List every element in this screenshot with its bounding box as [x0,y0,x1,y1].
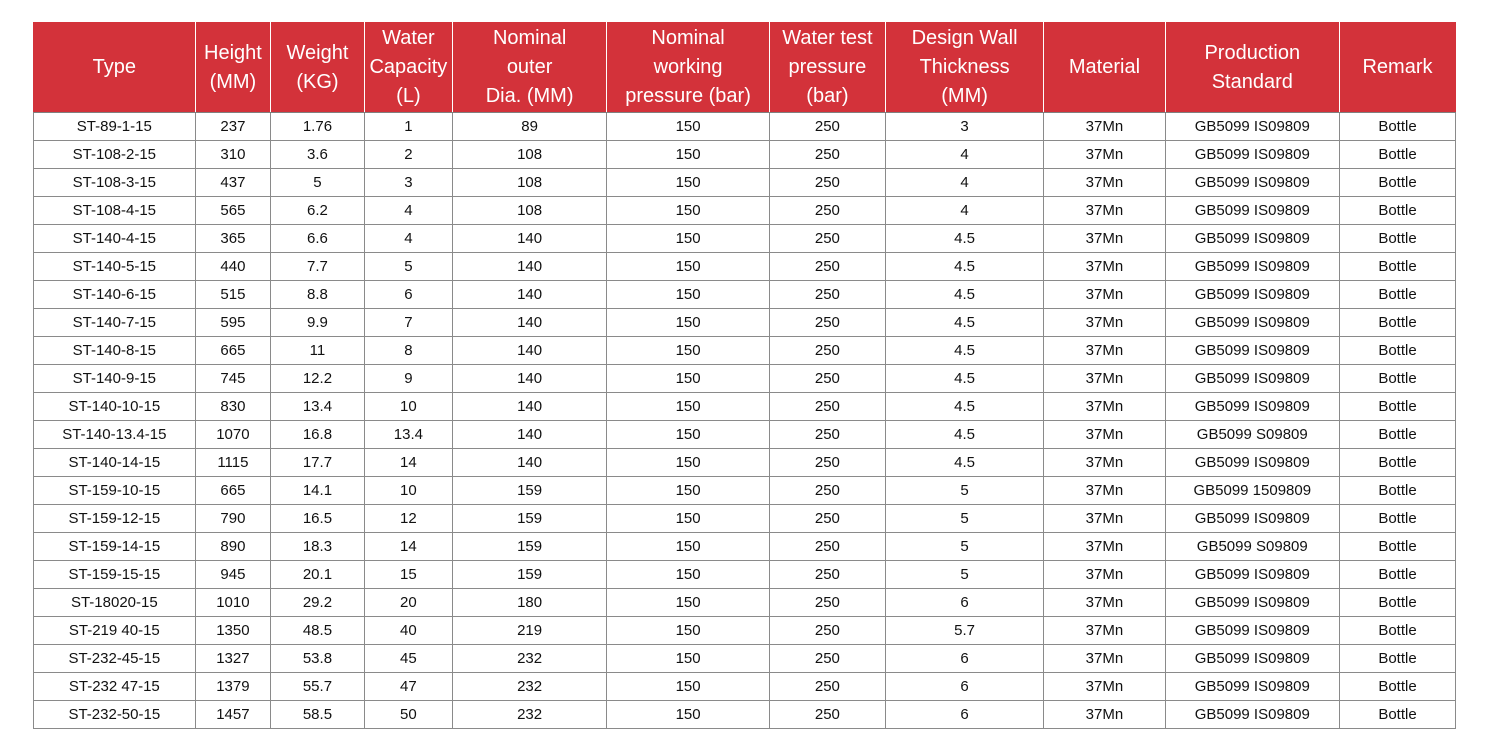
cell-remark: Bottle [1339,113,1455,141]
cell-production-standard: GB5099 IS09809 [1165,253,1339,281]
cell-weight: 29.2 [271,589,365,617]
cell-working-pressure: 150 [607,561,770,589]
cell-outer-diameter: 180 [453,589,607,617]
cell-material: 37Mn [1044,225,1165,253]
cell-height: 790 [195,505,271,533]
table-body [34,113,1456,729]
cell-water-capacity: 1 [364,113,452,141]
cell-water-capacity: 9 [364,365,452,393]
cell-remark: Bottle [1339,365,1455,393]
cell-material: 37Mn [1044,337,1165,365]
cell-type: ST-18020-15 [34,589,196,617]
cell-height: 440 [195,253,271,281]
cell-production-standard: GB5099 IS09809 [1165,673,1339,701]
cell-wall-thickness: 4.5 [885,281,1043,309]
cell-water-capacity: 4 [364,197,452,225]
cell-test-pressure: 250 [769,113,885,141]
cell-water-capacity: 2 [364,141,452,169]
cell-outer-diameter: 232 [453,673,607,701]
cell-test-pressure: 250 [769,197,885,225]
cell-material: 37Mn [1044,169,1165,197]
table-row [34,281,1456,309]
cell-working-pressure: 150 [607,617,770,645]
cell-height: 1010 [195,589,271,617]
table-row [34,197,1456,225]
cell-remark: Bottle [1339,561,1455,589]
cell-weight: 16.5 [271,505,365,533]
table-row [34,253,1456,281]
table-row [34,141,1456,169]
cell-wall-thickness: 4.5 [885,309,1043,337]
cell-remark: Bottle [1339,169,1455,197]
cell-water-capacity: 12 [364,505,452,533]
header-test-pressure: Water test pressure (bar) [769,23,885,113]
table-row [34,533,1456,561]
cell-working-pressure: 150 [607,393,770,421]
cell-production-standard: GB5099 IS09809 [1165,561,1339,589]
table-row [34,589,1456,617]
cell-height: 830 [195,393,271,421]
cell-remark: Bottle [1339,141,1455,169]
cell-wall-thickness: 3 [885,113,1043,141]
cell-type: ST-140-9-15 [34,365,196,393]
cell-height: 595 [195,309,271,337]
cell-material: 37Mn [1044,533,1165,561]
cell-wall-thickness: 4.5 [885,225,1043,253]
cell-wall-thickness: 5.7 [885,617,1043,645]
cell-water-capacity: 40 [364,617,452,645]
cell-production-standard: GB5099 IS09809 [1165,505,1339,533]
cell-material: 37Mn [1044,113,1165,141]
cell-production-standard: GB5099 IS09809 [1165,113,1339,141]
cell-remark: Bottle [1339,477,1455,505]
cell-material: 37Mn [1044,701,1165,729]
cell-weight: 16.8 [271,421,365,449]
header-remark: Remark [1339,23,1455,113]
cell-height: 665 [195,337,271,365]
cell-production-standard: GB5099 IS09809 [1165,281,1339,309]
cell-test-pressure: 250 [769,421,885,449]
cell-weight: 3.6 [271,141,365,169]
cell-water-capacity: 8 [364,337,452,365]
cell-working-pressure: 150 [607,645,770,673]
cell-outer-diameter: 108 [453,169,607,197]
cell-outer-diameter: 140 [453,225,607,253]
cell-production-standard: GB5099 IS09809 [1165,309,1339,337]
cell-height: 437 [195,169,271,197]
header-weight: Weight (KG) [271,23,365,113]
cell-type: ST-140-6-15 [34,281,196,309]
cell-outer-diameter: 232 [453,645,607,673]
cell-weight: 5 [271,169,365,197]
cell-height: 237 [195,113,271,141]
cell-outer-diameter: 140 [453,449,607,477]
table-row [34,393,1456,421]
header-type: Type [34,23,196,113]
cell-outer-diameter: 140 [453,337,607,365]
cell-weight: 48.5 [271,617,365,645]
cell-material: 37Mn [1044,645,1165,673]
cell-remark: Bottle [1339,449,1455,477]
cell-test-pressure: 250 [769,393,885,421]
cell-weight: 6.2 [271,197,365,225]
cell-height: 1379 [195,673,271,701]
table-row [34,449,1456,477]
cell-production-standard: GB5099 IS09809 [1165,141,1339,169]
cell-remark: Bottle [1339,617,1455,645]
cell-material: 37Mn [1044,421,1165,449]
cell-test-pressure: 250 [769,449,885,477]
cell-working-pressure: 150 [607,449,770,477]
cell-working-pressure: 150 [607,281,770,309]
cell-production-standard: GB5099 IS09809 [1165,393,1339,421]
cell-water-capacity: 14 [364,533,452,561]
cell-outer-diameter: 140 [453,281,607,309]
cell-remark: Bottle [1339,337,1455,365]
header-outer-diameter: Nominal outer Dia. (MM) [453,23,607,113]
table-row [34,337,1456,365]
cell-production-standard: GB5099 IS09809 [1165,197,1339,225]
cell-type: ST-140-13.4-15 [34,421,196,449]
cell-remark: Bottle [1339,225,1455,253]
cell-weight: 55.7 [271,673,365,701]
table-row [34,477,1456,505]
table-row [34,421,1456,449]
table-row [34,309,1456,337]
cell-height: 310 [195,141,271,169]
table-row [34,225,1456,253]
cell-weight: 9.9 [271,309,365,337]
cell-working-pressure: 150 [607,365,770,393]
cell-production-standard: GB5099 IS09809 [1165,701,1339,729]
header-material: Material [1044,23,1165,113]
cell-wall-thickness: 6 [885,701,1043,729]
cell-outer-diameter: 232 [453,701,607,729]
cell-outer-diameter: 108 [453,141,607,169]
cell-material: 37Mn [1044,673,1165,701]
cell-height: 1327 [195,645,271,673]
cell-type: ST-159-15-15 [34,561,196,589]
cell-water-capacity: 13.4 [364,421,452,449]
cell-remark: Bottle [1339,505,1455,533]
header-water-capacity: Water Capacity (L) [364,23,452,113]
table-row [34,701,1456,729]
cell-wall-thickness: 4.5 [885,421,1043,449]
cell-type: ST-159-10-15 [34,477,196,505]
cell-wall-thickness: 4 [885,141,1043,169]
cell-production-standard: GB5099 IS09809 [1165,225,1339,253]
cell-water-capacity: 20 [364,589,452,617]
cell-water-capacity: 45 [364,645,452,673]
cell-type: ST-140-4-15 [34,225,196,253]
cell-production-standard: GB5099 IS09809 [1165,589,1339,617]
cell-outer-diameter: 89 [453,113,607,141]
cell-wall-thickness: 6 [885,589,1043,617]
cell-wall-thickness: 4.5 [885,393,1043,421]
cell-test-pressure: 250 [769,617,885,645]
cell-water-capacity: 4 [364,225,452,253]
cell-test-pressure: 250 [769,365,885,393]
cell-outer-diameter: 140 [453,365,607,393]
cell-material: 37Mn [1044,281,1165,309]
cell-working-pressure: 150 [607,589,770,617]
cell-test-pressure: 250 [769,477,885,505]
cell-outer-diameter: 159 [453,505,607,533]
cell-production-standard: GB5099 S09809 [1165,421,1339,449]
cell-material: 37Mn [1044,617,1165,645]
cell-material: 37Mn [1044,561,1165,589]
cell-test-pressure: 250 [769,505,885,533]
cell-water-capacity: 14 [364,449,452,477]
cell-type: ST-232-50-15 [34,701,196,729]
cell-working-pressure: 150 [607,309,770,337]
cell-outer-diameter: 159 [453,477,607,505]
cell-height: 565 [195,197,271,225]
cell-material: 37Mn [1044,141,1165,169]
cell-wall-thickness: 4 [885,169,1043,197]
cell-outer-diameter: 108 [453,197,607,225]
cell-type: ST-108-4-15 [34,197,196,225]
cell-wall-thickness: 6 [885,673,1043,701]
cell-water-capacity: 15 [364,561,452,589]
cell-working-pressure: 150 [607,701,770,729]
cell-water-capacity: 47 [364,673,452,701]
cell-production-standard: GB5099 IS09809 [1165,617,1339,645]
cell-production-standard: GB5099 IS09809 [1165,365,1339,393]
cell-type: ST-140-8-15 [34,337,196,365]
cell-weight: 20.1 [271,561,365,589]
cell-wall-thickness: 5 [885,533,1043,561]
header-wall-thickness: Design Wall Thickness (MM) [885,23,1043,113]
cell-wall-thickness: 4.5 [885,253,1043,281]
cell-material: 37Mn [1044,253,1165,281]
cell-material: 37Mn [1044,505,1165,533]
cell-working-pressure: 150 [607,673,770,701]
cell-height: 890 [195,533,271,561]
cell-height: 1070 [195,421,271,449]
cell-working-pressure: 150 [607,169,770,197]
cell-test-pressure: 250 [769,253,885,281]
cell-material: 37Mn [1044,393,1165,421]
cell-material: 37Mn [1044,589,1165,617]
table-row [34,617,1456,645]
cell-remark: Bottle [1339,281,1455,309]
cell-type: ST-219 40-15 [34,617,196,645]
cell-wall-thickness: 6 [885,645,1043,673]
cell-height: 1457 [195,701,271,729]
cell-water-capacity: 7 [364,309,452,337]
cell-wall-thickness: 4.5 [885,337,1043,365]
cell-outer-diameter: 140 [453,309,607,337]
table-row [34,365,1456,393]
cell-remark: Bottle [1339,197,1455,225]
cylinder-spec-table [33,22,1456,729]
cell-weight: 11 [271,337,365,365]
cell-test-pressure: 250 [769,673,885,701]
cell-type: ST-140-10-15 [34,393,196,421]
cell-material: 37Mn [1044,449,1165,477]
cell-test-pressure: 250 [769,169,885,197]
cell-working-pressure: 150 [607,421,770,449]
cell-working-pressure: 150 [607,113,770,141]
cell-height: 745 [195,365,271,393]
cell-production-standard: GB5099 IS09809 [1165,169,1339,197]
cell-height: 665 [195,477,271,505]
cell-remark: Bottle [1339,393,1455,421]
cell-type: ST-140-5-15 [34,253,196,281]
cell-working-pressure: 150 [607,225,770,253]
cell-type: ST-159-14-15 [34,533,196,561]
cell-height: 1350 [195,617,271,645]
cell-test-pressure: 250 [769,533,885,561]
cell-wall-thickness: 5 [885,477,1043,505]
cell-working-pressure: 150 [607,141,770,169]
cell-height: 365 [195,225,271,253]
cell-weight: 12.2 [271,365,365,393]
cell-weight: 17.7 [271,449,365,477]
cell-working-pressure: 150 [607,505,770,533]
cell-outer-diameter: 159 [453,533,607,561]
cell-remark: Bottle [1339,701,1455,729]
cell-type: ST-232-45-15 [34,645,196,673]
cell-material: 37Mn [1044,365,1165,393]
cell-weight: 1.76 [271,113,365,141]
cell-type: ST-140-7-15 [34,309,196,337]
cell-remark: Bottle [1339,589,1455,617]
cell-wall-thickness: 4.5 [885,365,1043,393]
header-working-pressure: Nominal working pressure (bar) [607,23,770,113]
cell-water-capacity: 3 [364,169,452,197]
cell-material: 37Mn [1044,477,1165,505]
cell-test-pressure: 250 [769,337,885,365]
cell-remark: Bottle [1339,421,1455,449]
cell-production-standard: GB5099 1509809 [1165,477,1339,505]
cell-test-pressure: 250 [769,309,885,337]
header-production-standard: Production Standard [1165,23,1339,113]
table-row [34,169,1456,197]
cell-water-capacity: 10 [364,393,452,421]
cell-test-pressure: 250 [769,281,885,309]
cell-weight: 7.7 [271,253,365,281]
cell-height: 945 [195,561,271,589]
cell-weight: 13.4 [271,393,365,421]
cell-wall-thickness: 4.5 [885,449,1043,477]
cell-working-pressure: 150 [607,197,770,225]
table-row [34,645,1456,673]
cell-test-pressure: 250 [769,589,885,617]
cell-working-pressure: 150 [607,253,770,281]
cell-production-standard: GB5099 IS09809 [1165,337,1339,365]
cell-remark: Bottle [1339,309,1455,337]
cell-type: ST-108-2-15 [34,141,196,169]
cell-weight: 53.8 [271,645,365,673]
table-row [34,505,1456,533]
cell-remark: Bottle [1339,645,1455,673]
cell-weight: 58.5 [271,701,365,729]
table-row [34,561,1456,589]
cell-remark: Bottle [1339,673,1455,701]
cell-remark: Bottle [1339,533,1455,561]
cell-outer-diameter: 140 [453,393,607,421]
cell-production-standard: GB5099 S09809 [1165,533,1339,561]
cell-working-pressure: 150 [607,337,770,365]
cell-material: 37Mn [1044,197,1165,225]
cell-type: ST-89-1-15 [34,113,196,141]
cell-working-pressure: 150 [607,477,770,505]
cell-weight: 18.3 [271,533,365,561]
table-row [34,673,1456,701]
cell-height: 1115 [195,449,271,477]
cell-test-pressure: 250 [769,561,885,589]
cell-type: ST-108-3-15 [34,169,196,197]
cell-water-capacity: 50 [364,701,452,729]
cell-outer-diameter: 140 [453,421,607,449]
cell-height: 515 [195,281,271,309]
cell-type: ST-159-12-15 [34,505,196,533]
cell-remark: Bottle [1339,253,1455,281]
cell-production-standard: GB5099 IS09809 [1165,645,1339,673]
cell-production-standard: GB5099 IS09809 [1165,449,1339,477]
cell-outer-diameter: 159 [453,561,607,589]
header-height: Height (MM) [195,23,271,113]
table-row [34,113,1456,141]
cell-water-capacity: 6 [364,281,452,309]
cell-weight: 8.8 [271,281,365,309]
cell-type: ST-232 47-15 [34,673,196,701]
cell-weight: 6.6 [271,225,365,253]
cell-wall-thickness: 5 [885,561,1043,589]
cell-material: 37Mn [1044,309,1165,337]
cell-wall-thickness: 4 [885,197,1043,225]
cell-water-capacity: 5 [364,253,452,281]
cell-water-capacity: 10 [364,477,452,505]
cell-outer-diameter: 219 [453,617,607,645]
header-row [34,23,1456,113]
cell-outer-diameter: 140 [453,253,607,281]
cell-working-pressure: 150 [607,533,770,561]
cell-test-pressure: 250 [769,225,885,253]
cell-test-pressure: 250 [769,701,885,729]
cell-test-pressure: 250 [769,141,885,169]
cell-wall-thickness: 5 [885,505,1043,533]
cell-type: ST-140-14-15 [34,449,196,477]
cell-test-pressure: 250 [769,645,885,673]
cell-weight: 14.1 [271,477,365,505]
